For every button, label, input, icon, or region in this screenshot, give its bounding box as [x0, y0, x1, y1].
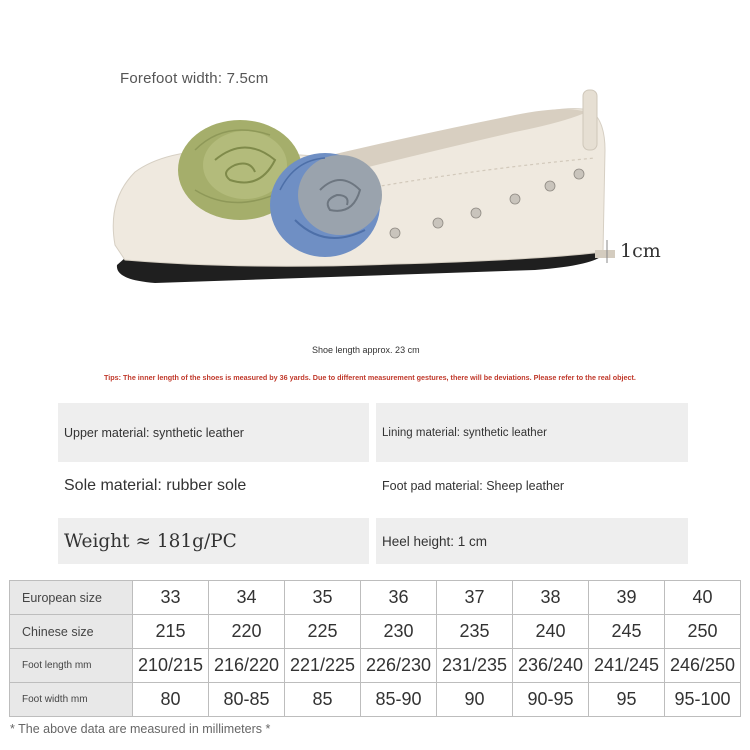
table-cell: 38	[513, 581, 589, 615]
table-cell: 231/235	[437, 649, 513, 683]
size-table	[9, 580, 741, 717]
table-cell: 240	[513, 615, 589, 649]
table-cell: 210/215	[133, 649, 209, 683]
spec-weight: Weight ≈ 181g/PC	[58, 518, 369, 564]
table-cell: 85-90	[361, 683, 437, 717]
measurement-footnote: * The above data are measured in millimeters *	[10, 722, 271, 736]
table-cell: 90-95	[513, 683, 589, 717]
table-cell: 33	[133, 581, 209, 615]
table-cell: 37	[437, 581, 513, 615]
table-cell: 225	[285, 615, 361, 649]
table-cell: 36	[361, 581, 437, 615]
product-image-shoe	[95, 80, 635, 300]
table-cell: 95	[589, 683, 665, 717]
table-row	[10, 581, 741, 615]
shoe-length-label: Shoe length approx. 23 cm	[312, 345, 420, 355]
table-cell: 235	[437, 615, 513, 649]
table-cell: 236/240	[513, 649, 589, 683]
table-cell: 80-85	[209, 683, 285, 717]
spec-heel-height: Heel height: 1 cm	[376, 518, 688, 564]
row-header-foot-width: Foot width mm	[10, 683, 133, 717]
table-cell: 39	[589, 581, 665, 615]
table-cell: 216/220	[209, 649, 285, 683]
table-cell: 35	[285, 581, 361, 615]
row-header-foot-length: Foot length mm	[10, 649, 133, 683]
row-header-european-size: European size	[10, 581, 133, 615]
spec-upper-material: Upper material: synthetic leather	[58, 403, 369, 462]
table-cell: 34	[209, 581, 285, 615]
table-row	[10, 649, 741, 683]
table-cell: 85	[285, 683, 361, 717]
shoe-illustration	[95, 80, 635, 300]
spec-sole-material: Sole material: rubber sole	[64, 477, 247, 494]
table-row	[10, 615, 741, 649]
heel-height-label: 1cm	[620, 240, 661, 262]
table-cell: 40	[665, 581, 741, 615]
table-cell: 250	[665, 615, 741, 649]
table-cell: 226/230	[361, 649, 437, 683]
row-header-chinese-size: Chinese size	[10, 615, 133, 649]
table-cell: 80	[133, 683, 209, 717]
table-cell: 95-100	[665, 683, 741, 717]
table-row	[10, 683, 741, 717]
table-cell: 215	[133, 615, 209, 649]
forefoot-width-label: Forefoot width: 7.5cm	[120, 70, 269, 87]
table-cell: 246/250	[665, 649, 741, 683]
table-cell: 241/245	[589, 649, 665, 683]
table-cell: 220	[209, 615, 285, 649]
spec-lining-material: Lining material: synthetic leather	[376, 403, 688, 462]
table-cell: 245	[589, 615, 665, 649]
spec-foot-pad-material: Foot pad material: Sheep leather	[382, 479, 565, 493]
table-cell: 221/225	[285, 649, 361, 683]
table-cell: 230	[361, 615, 437, 649]
measurement-tips: Tips: The inner length of the shoes is measured by 36 yards. Due to different measurement gestures, there will be deviations. Please refer to the real object.	[104, 373, 636, 382]
table-cell: 90	[437, 683, 513, 717]
